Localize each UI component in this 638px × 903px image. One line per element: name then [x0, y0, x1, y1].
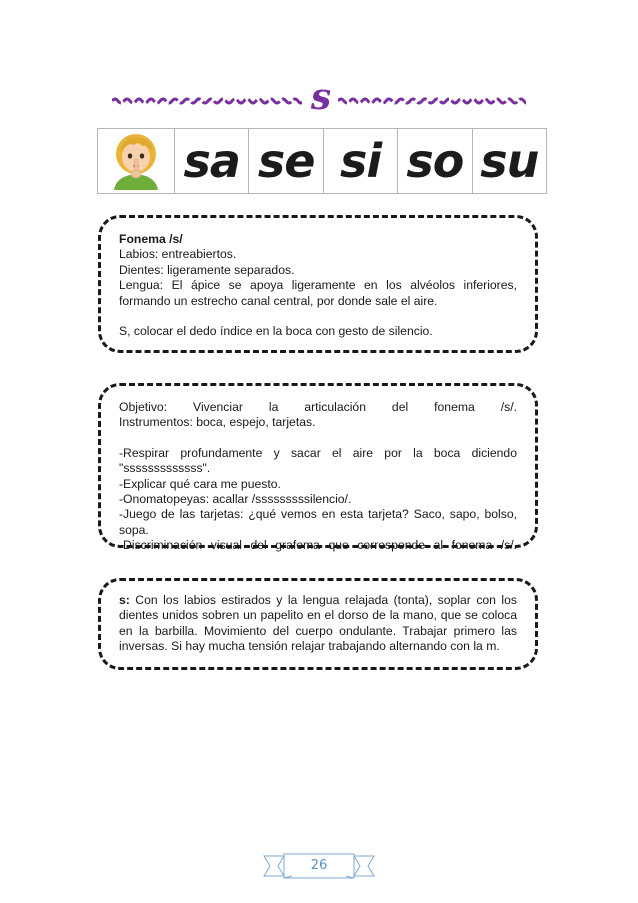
activities-box [98, 383, 538, 553]
wavy-rule-left [112, 96, 302, 106]
teeth-line: Dientes: ligeramente separados. [119, 262, 295, 277]
syllable-cell [249, 129, 323, 193]
syllable-strip [97, 128, 547, 194]
phoneme-description-box [98, 215, 538, 353]
activity-item: -Respirar profundamente y sacar el aire por la boca diciendo "sssssssssssss". [119, 445, 517, 476]
lips-line: Labios: entreabiertos. [119, 247, 237, 262]
instruments-line: Instrumentos: boca, espejo, tarjetas. [119, 415, 316, 430]
child-silence-gesture-icon [108, 132, 164, 190]
exercise-box [98, 578, 538, 670]
activity-item: -Explicar qué cara me puesto. [119, 476, 281, 491]
tongue-line: Lengua: El ápice se apoya ligeramente en los alvéolos inferiores, formando un estrecho canal central, por donde sale el aire. [119, 278, 517, 308]
syllable-cell [175, 129, 249, 193]
page-header [112, 78, 526, 118]
header-letter: s [310, 76, 332, 118]
syllable-se: se [257, 134, 315, 188]
syllable-su: su [480, 134, 539, 188]
objective-line: Objetivo: Vivenciar la articulación del fonema /s/. [119, 400, 517, 414]
syllable-so: so [406, 134, 464, 188]
syllable-cell [324, 129, 398, 193]
activity-item: -Juego de las tarjetas: ¿qué vemos en esta tarjeta? Saco, sapo, bolso, sopa. [119, 507, 517, 537]
syllable-sa: sa [183, 134, 240, 188]
wavy-rule-right [338, 96, 526, 106]
page-number-ribbon [262, 852, 376, 880]
gesture-line: S, colocar el dedo índice en la boca con gesto de silencio. [119, 324, 433, 339]
activity-item: -Onomatopeyas: acallar /sssssssssilencio/. [119, 492, 352, 507]
exercise-text: Con los labios estirados y la lengua relajada (tonta), soplar con los dientes unidos sobren un papelito en el dorso de la mano, que se coloca en la barbilla. Movimiento del cuerpo ondulante. Trabajar primero las inversas. Si hay mucha tensión relajar trabajando alternando con la m. [119, 593, 517, 654]
page-number: 26 [310, 858, 328, 873]
syllable-cell [398, 129, 472, 193]
phoneme-title: Fonema /s/ [119, 232, 183, 246]
syllable-si: si [339, 134, 382, 188]
exercise-label: s: [119, 593, 130, 607]
syllable-cell [473, 129, 546, 193]
activity-item: -Discriminación visual del grafema que corresponde al fonema /s/. [119, 538, 517, 553]
strip-image-cell [98, 129, 175, 193]
